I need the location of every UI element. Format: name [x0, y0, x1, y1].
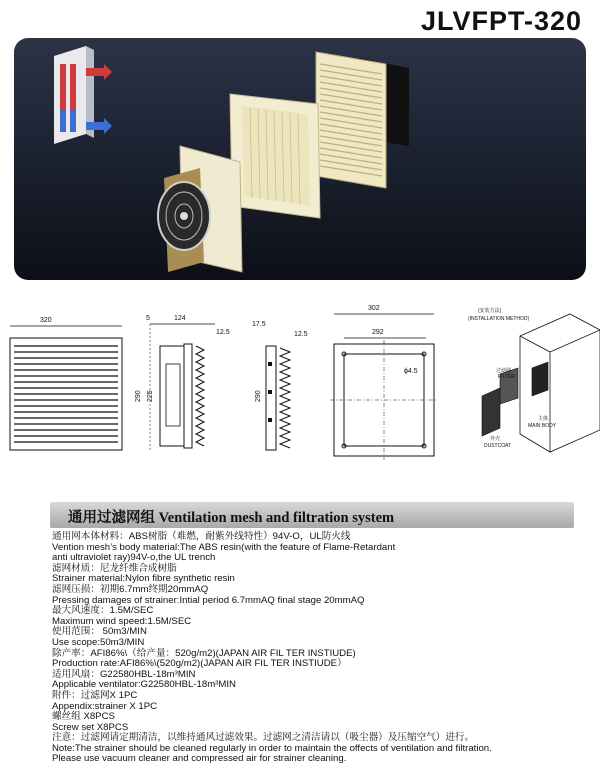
filter-top-left-label: 17.5 [252, 321, 266, 328]
filter-right-depth-label: 12.5 [294, 331, 308, 338]
spec-line: 最大风速度：1.5M/SEC [52, 605, 154, 617]
front-width-label: 320 [40, 317, 52, 324]
filter-height-label: 290 [255, 390, 262, 402]
install-title-en: (INSTALLATION METHOD) [468, 316, 530, 322]
cutout-hole-label: ϕ4.5 [404, 368, 418, 375]
installation-drawing [468, 307, 600, 452]
section-title: 通用过滤网组 Ventilation mesh and filtration system [68, 510, 395, 526]
side-top-depth-label: 124 [174, 315, 186, 322]
cutout-drawing [330, 305, 438, 460]
side-top-left-label: 5 [146, 315, 150, 322]
spec-line: Strainer material:Nylon fibre synthetic resin [52, 573, 235, 585]
specification-list [52, 532, 592, 765]
dustcoat-label-cn: 外壳 [490, 436, 501, 442]
cutout-inner-label: 292 [372, 329, 384, 336]
technical-drawings [0, 300, 600, 475]
main-body-label-cn: 主体 [538, 416, 549, 422]
spec-line: 螺丝组 X8PCS [52, 711, 115, 723]
product-banner [14, 38, 586, 280]
fan-unit-photo [158, 146, 242, 272]
spec-line: Note:The strainer should be cleaned regularly in order to maintain the offects of ventilation and filtration. [52, 742, 492, 754]
front-view-drawing [10, 317, 122, 450]
side-height-inner-label: 225 [147, 390, 154, 402]
spec-line: 滤网材质：尼龙纤维合成树脂 [52, 562, 177, 574]
spec-line: 附件：过滤网X 1PC [52, 689, 138, 701]
spec-line: Screw set X8PCS [52, 721, 129, 733]
install-title-cn: (安装方法) [478, 308, 502, 314]
spec-line: Pressing damages of strainer:Intial period 6.7mmAQ final stage 20mmAQ [52, 594, 365, 606]
spec-line: Use scope:50m3/MIN [52, 636, 145, 648]
airflow-diagram-icon [54, 46, 112, 144]
side-height-outer-label: 290 [135, 390, 142, 402]
spec-line: 适用风扇：G22580HBL-18m³MIN [52, 668, 196, 680]
side-view-fan-drawing [135, 315, 230, 452]
spec-line: Applicable ventilator:G22580HBL-18m³MIN [52, 679, 236, 691]
spec-line: Please use vacuum cleaner and compressed air for strainer cleaning. [52, 753, 347, 765]
filter-label-cn: 过滤网 [496, 368, 512, 374]
spec-line: Maximum wind speed:1.5M/SEC [52, 615, 192, 627]
spec-line: 使用范围： 50m3/MIN [52, 626, 147, 638]
filter-label-en: FILTER [498, 374, 515, 380]
main-body-label-en: MAIN BODY [528, 423, 557, 429]
spec-line: anti ultraviolet ray)94V-o,the UL trench [52, 552, 216, 564]
spec-line: 除产率：AFI86%\（给产量：520g/m2)(JAPAN AIR FIL TER INSTIUDE) [52, 647, 356, 659]
spec-line: 注意：过滤网请定期清洁，以维持通风过滤效果。过滤网之清洁请以（吸尘器）及压缩空气）进行。 [52, 732, 475, 744]
dustcoat-label-en: DUSTCOAT [484, 443, 512, 449]
filter-mesh-photo [230, 94, 320, 218]
cutout-outer-label: 302 [368, 305, 380, 312]
side-right-depth-label: 12.5 [216, 329, 230, 336]
spec-line: 滤网压损：初期6.7mm终期20mmAQ [52, 583, 209, 595]
spec-line: Appendix:strainer X 1PC [52, 700, 158, 712]
spec-line: 通用网本体材料：ABS树脂（难燃，耐紫外线特性）94V-O，UL防火线 [52, 531, 351, 542]
model-title: JLVFPT-320 [420, 6, 582, 36]
outer-filter-photo [316, 52, 409, 188]
spec-line: Vention mesh’s body material:The ABS resin(with the feature of Flame-Retardant [52, 541, 396, 553]
side-view-filter-drawing [252, 321, 308, 450]
spec-line: Production rate:AFI86%\(520g/m2)(JAPAN AIR FIL TER INSTIUDE） [52, 658, 347, 670]
